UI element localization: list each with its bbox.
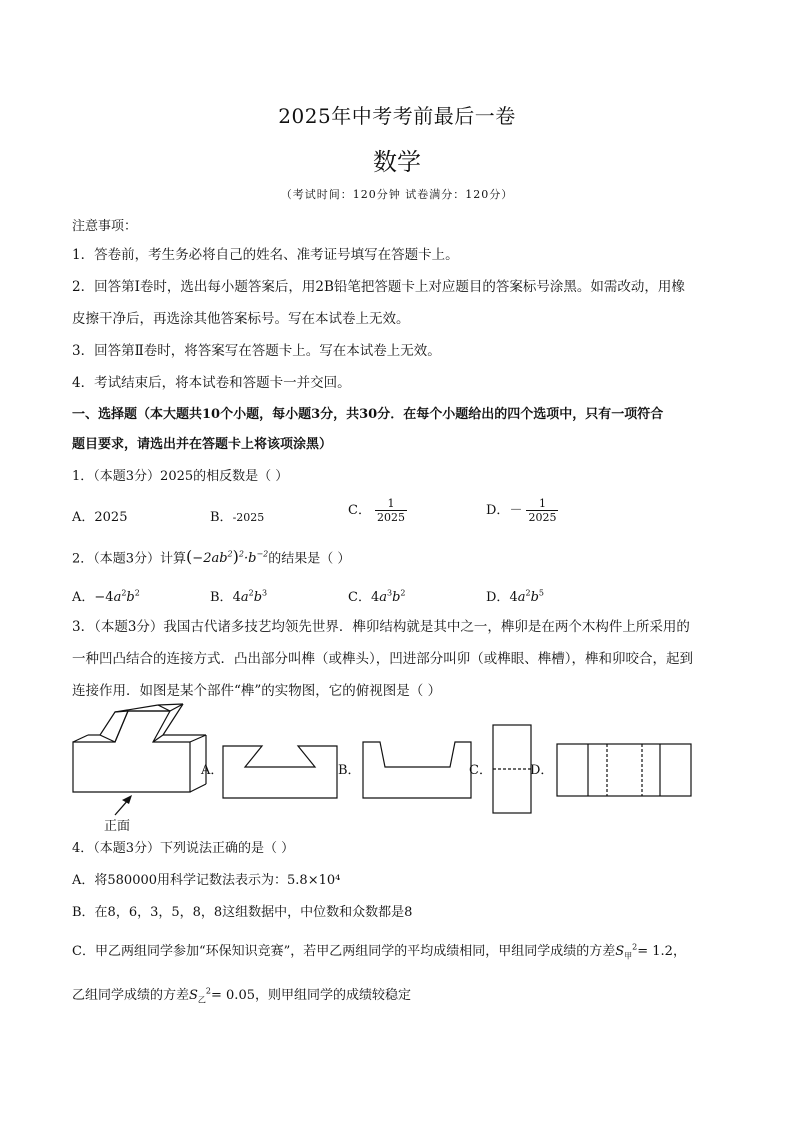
- q3-option-c-label: C．: [469, 763, 492, 778]
- note-item-3: 3．回答第Ⅱ卷时，将答案写在答题卡上。写在本试卷上无效。: [72, 343, 441, 359]
- q1-option-a: A．2025: [72, 510, 128, 525]
- q2-option-c: C．$4a^3b^2$: [348, 588, 406, 605]
- q3-line3: 连接作用．如图是某个部件“榫”的实物图，它的俯视图是（ ）: [72, 683, 442, 699]
- q4-option-b: B．在8，6，3，5，8，8这组数据中，中位数和众数都是8: [72, 905, 413, 920]
- q1-option-d-fraction: $\frac{1}{2025}$: [528, 497, 557, 524]
- q3-option-b-figure: [363, 742, 471, 798]
- q3-option-a-figure: [223, 746, 337, 798]
- q3-line2: 一种凹凸结合的连接方式．凸出部分叫榫（或榫头），凹进部分叫卯（或榫眼、榫槽），榫和卯咬合，起到: [72, 651, 693, 667]
- q1-option-c-fraction: $\frac{1}{2025}$: [376, 497, 405, 524]
- q1-option-c: C． $\frac{1}{2025}$: [348, 497, 405, 524]
- q3-figures: [60, 700, 700, 840]
- q2-option-a: A．$-4a^2b^2$: [72, 588, 140, 605]
- q3-option-a-label: A．: [201, 763, 224, 778]
- notes-heading: 注意事项：: [72, 219, 138, 234]
- q1-option-d: D．－ $\frac{1}{2025}$: [486, 497, 557, 524]
- section-heading-line1: 一、选择题（本大题共10个小题，每小题3分，共30分．在每个小题给出的四个选项中，只有一项符合: [72, 407, 664, 422]
- q3-option-d-figure: [557, 744, 691, 796]
- note-item-2: 2．回答第Ⅰ卷时，选出每小题答案后，用2B铅笔把答题卡上对应题目的答案标号涂黑。如需改动，用橡: [72, 279, 685, 295]
- q2-option-b: B．$4a^2b^3$: [210, 588, 268, 605]
- q1-option-b-value: -2025: [232, 511, 265, 524]
- note-item-1: 1．答卷前，考生务必将自己的姓名、准考证号填写在答题卡上。: [72, 247, 459, 263]
- front-arrow: [115, 795, 132, 815]
- subject-title: 数学: [373, 148, 421, 176]
- time-note: （考试时间：120分钟 试卷满分：120分）: [280, 188, 514, 201]
- front-label: 正面: [104, 819, 131, 834]
- note-item-4: 4．考试结束后，将本试卷和答题卡一并交回。: [72, 375, 351, 391]
- q2-stem: 2．（本题3分）计算$(-2ab^2)^2\cdot b^{-2}$的结果是（ ）: [72, 547, 351, 567]
- exam-title: 2025年中考考前最后一卷: [278, 104, 516, 128]
- q4-option-c-line2: 乙组同学成绩的方差$S_乙^2= 0.05$，则甲组同学的成绩较稳定: [72, 986, 411, 1005]
- q4-stem: 4．（本题3分）下列说法正确的是（ ）: [72, 841, 295, 856]
- q3-line1: 3．（本题3分）我国古代诸多技艺均领先世界．榫卯结构就是其中之一，榫卯是在两个木构件上所采用的: [72, 619, 690, 635]
- q3-tenon-3d-figure: [73, 704, 206, 792]
- note-item-2-cont: 皮擦干净后，再选涂其他答案标号。写在本试卷上无效。: [72, 311, 410, 327]
- q1-stem: 1．（本题3分）2025的相反数是（ ）: [72, 469, 289, 484]
- q2-option-d: D．$4a^2b^5$: [486, 588, 544, 605]
- q3-option-d-label: D．: [530, 763, 554, 778]
- q4-option-a: A．将580000用科学记数法表示为：5.8×10⁴: [72, 873, 341, 888]
- q1-option-b: B．-2025: [210, 510, 265, 525]
- q2-expression: $(-2ab^2)^2\cdot b^{-2}$: [186, 547, 269, 567]
- q3-option-c-figure: [493, 725, 531, 813]
- q4-option-c-line1: C．甲乙两组同学参加“环保知识竞赛”，若甲乙两组同学的平均成绩相同，甲组同学成绩的方差$S_甲^2= 1.2$，: [72, 942, 686, 961]
- section-heading-line2: 题目要求，请选出并在答题卡上将该项涂黑）: [72, 437, 333, 452]
- q3-option-b-label: B．: [338, 763, 361, 778]
